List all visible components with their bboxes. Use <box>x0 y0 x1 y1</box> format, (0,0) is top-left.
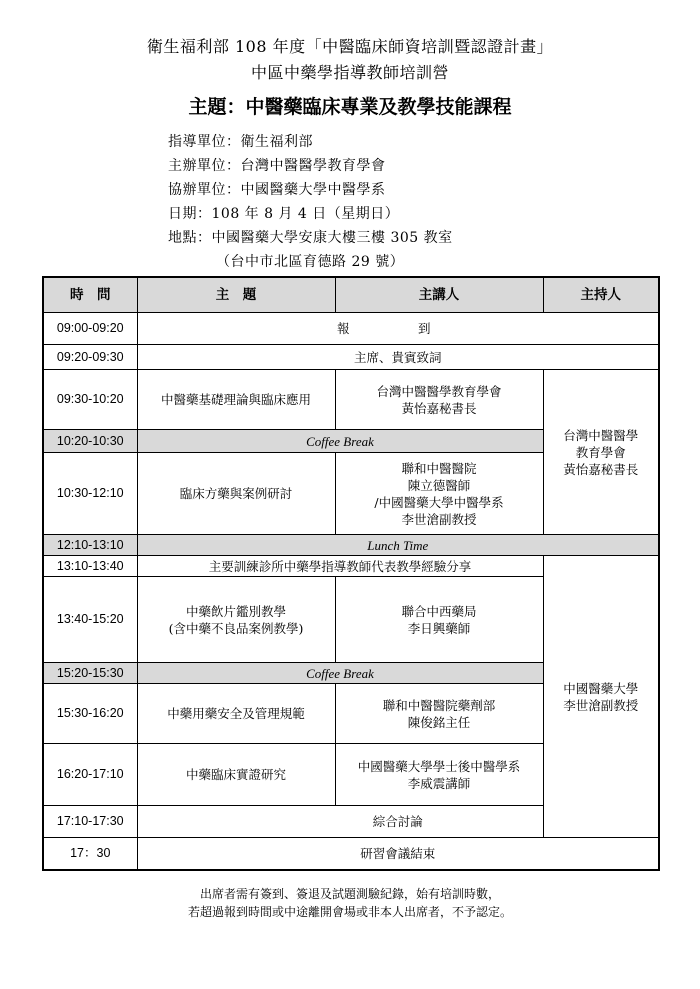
speaker-cell <box>335 577 543 663</box>
time-cell: 09:00-09:20 <box>43 313 137 345</box>
info-date: 日期：108 年 8 月 4 日（星期日） <box>168 206 400 222</box>
table-row <box>43 535 659 556</box>
info-advisor: 指導單位：衛生福利部 <box>168 134 313 150</box>
time-cell: 10:30-12:10 <box>43 453 137 535</box>
time-cell: 15:30-16:20 <box>43 684 137 744</box>
info-co-host: 協辦單位：中國醫藥大學中醫學系 <box>168 182 386 198</box>
speaker-cell <box>335 684 543 744</box>
speaker-cell <box>335 744 543 806</box>
speaker-org: 聯合中西藥局 <box>401 603 477 619</box>
header-topic: 主 題 <box>137 277 335 313</box>
lunch-cell: Lunch Time <box>137 535 659 556</box>
title-line-2: 中區中藥學指導教師培訓營 <box>250 63 449 82</box>
header-speaker: 主講人 <box>335 277 543 313</box>
header-time: 時 問 <box>43 277 137 313</box>
time-cell: 12:10-13:10 <box>43 535 137 556</box>
speaker-org: 聯和中醫醫院 <box>401 460 477 476</box>
moderator-org: 中國醫藥大學 <box>563 680 639 696</box>
schedule-table <box>42 276 660 871</box>
time-cell: 10:20-10:30 <box>43 430 137 453</box>
topic-cell: 臨床方藥與案例研討 <box>137 453 335 535</box>
info-host: 主辦單位：台灣中醫醫學教育學會 <box>168 158 386 174</box>
moderator-cell-afternoon <box>543 556 659 838</box>
header-moderator: 主持人 <box>543 277 659 313</box>
topic-cell: 中醫藥基礎理論與臨床應用 <box>137 370 335 430</box>
speaker-name: 陳俊銘主任 <box>407 714 471 730</box>
time-cell: 13:10-13:40 <box>43 556 137 577</box>
speaker-cell <box>335 370 543 430</box>
discussion-cell: 綜合討論 <box>137 806 659 838</box>
topic-line: (含中藥不良品案例教學) <box>168 620 304 636</box>
time-cell: 09:30-10:20 <box>43 370 137 430</box>
registration-cell: 報 到 <box>137 313 659 345</box>
topic-cell <box>137 577 335 663</box>
info-venue: 地點：中國醫藥大學安康大樓三樓 305 教室 <box>168 230 453 246</box>
table-row <box>43 370 659 430</box>
speaker-name: 陳立德醫師 <box>407 477 471 493</box>
speaker-org: 中國醫藥大學學士後中醫學系 <box>357 758 521 774</box>
table-row <box>43 838 659 870</box>
info-address: （台中市北區育德路 29 號） <box>216 254 405 270</box>
moderator-name: 李世滄副教授 <box>563 697 639 713</box>
topic-cell: 中藥臨床實證研究 <box>137 744 335 806</box>
footer-note-line1: 出席者需有簽到、簽退及試題測驗紀錄，始有培訓時數， <box>199 887 500 901</box>
time-cell: 13:40-15:20 <box>43 577 137 663</box>
speaker-name: 李日興藥師 <box>407 620 471 636</box>
table-row <box>43 313 659 345</box>
speaker-name: 李世滄副教授 <box>401 511 477 527</box>
moderator-org-line1: 台灣中醫醫學 <box>563 427 639 443</box>
title-line-1: 衛生福利部 108 年度「中醫臨床師資培訓暨認證計畫」 <box>146 37 554 56</box>
moderator-cell-morning <box>543 370 659 535</box>
moderator-name: 黃怡嘉秘書長 <box>563 461 639 477</box>
moderator-org-line2: 教育學會 <box>575 444 626 460</box>
time-cell: 17:10-17:30 <box>43 806 137 838</box>
coffee-break-cell: Coffee Break <box>137 663 543 684</box>
experience-sharing-cell: 主要訓練診所中藥學指導教師代表教學經驗分享 <box>137 556 543 577</box>
table-header-row <box>43 277 659 313</box>
time-cell: 17：30 <box>43 838 137 870</box>
footer-note-line2: 若超過報到時間或中途離開會場或非本人出席者，不予認定。 <box>187 905 512 919</box>
theme-title: 主題：中醫藥臨床專業及教學技能課程 <box>188 96 512 118</box>
speaker-org: /中國醫藥大學中醫學系 <box>374 494 504 510</box>
speaker-cell <box>335 453 543 535</box>
closing-cell: 研習會議結束 <box>137 838 659 870</box>
time-cell: 16:20-17:10 <box>43 744 137 806</box>
speaker-org: 聯和中醫醫院藥劑部 <box>382 697 496 713</box>
coffee-break-cell: Coffee Break <box>137 430 543 453</box>
topic-line: 中藥飲片鑑別教學 <box>185 603 286 619</box>
speaker-name: 黃怡嘉秘書長 <box>401 400 477 416</box>
opening-remarks-cell: 主席、貴賓致詞 <box>137 345 659 370</box>
speaker-org: 台灣中醫醫學教育學會 <box>376 383 502 399</box>
time-cell: 15:20-15:30 <box>43 663 137 684</box>
topic-cell: 中藥用藥安全及管理規範 <box>137 684 335 744</box>
time-cell: 09:20-09:30 <box>43 345 137 370</box>
table-row <box>43 556 659 577</box>
speaker-name: 李威震講師 <box>407 775 471 791</box>
table-row <box>43 345 659 370</box>
table-row <box>43 806 659 838</box>
